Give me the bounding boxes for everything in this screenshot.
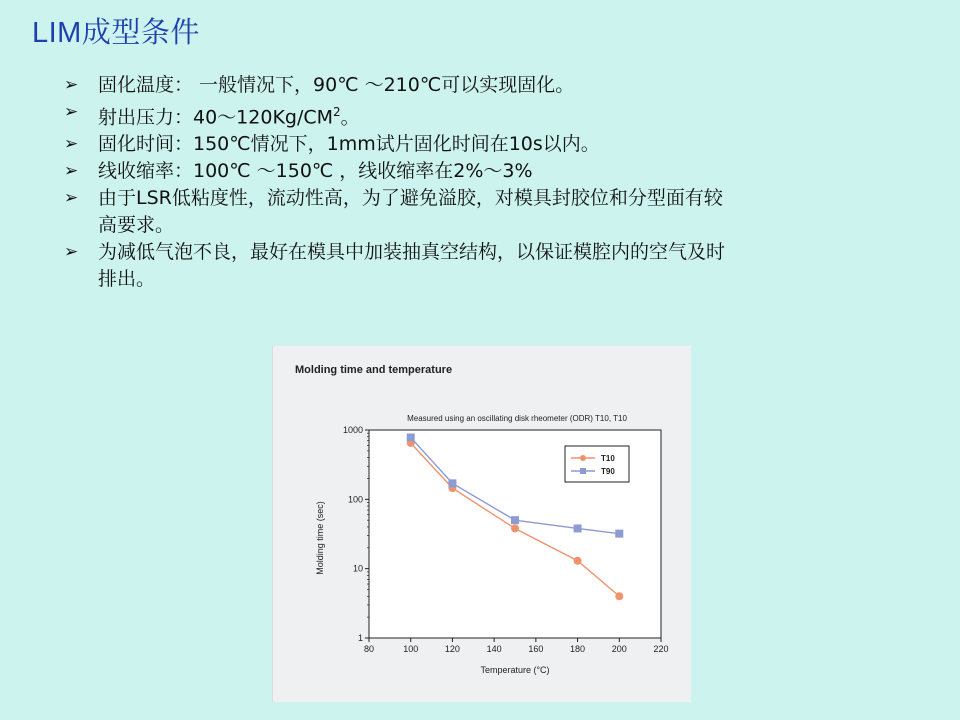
- arrow-bullet-icon: ➢: [64, 102, 79, 122]
- bullet-item: [64, 158, 904, 185]
- bullet-list: [64, 72, 904, 293]
- bullet-text: 由于LSR低粘度性，流动性高，为了避免溢胶，对模具封胶位和分型面有较: [98, 187, 723, 210]
- data-point-t90: [448, 479, 456, 487]
- x-tick-label: 200: [611, 644, 627, 654]
- chart-figure: [272, 346, 691, 702]
- arrow-bullet-icon: ➢: [64, 188, 79, 209]
- bullet-item: [64, 99, 904, 131]
- data-point-t90: [511, 516, 519, 524]
- y-tick-label: 1000: [342, 425, 363, 435]
- legend-marker-t90: [580, 468, 586, 474]
- x-tick-label: 120: [444, 644, 460, 654]
- bullet-text: 为减低气泡不良，最好在模具中加装抽真空结构，以保证模腔内的空气及时: [98, 241, 726, 264]
- data-point-t90: [407, 433, 415, 441]
- slide-title: LIM成型条件: [32, 17, 200, 49]
- bullet-item: [64, 72, 904, 99]
- x-tick-label: 220: [653, 644, 669, 654]
- data-point-t10: [511, 524, 519, 532]
- chart-svg: [273, 346, 691, 702]
- bullet-item: [64, 239, 904, 293]
- bullet-item: [64, 185, 904, 239]
- bullet-item: [64, 131, 904, 158]
- bullet-text: 射出压力：40～120Kg/CM: [98, 106, 334, 129]
- legend-marker-t10: [580, 455, 586, 461]
- chart-subtitle: Measured using an oscillating disk rheometer (ODR) T10, T10: [407, 414, 627, 423]
- x-tick-label: 80: [363, 644, 375, 654]
- y-tick-label: 1: [357, 633, 363, 643]
- data-point-t90: [574, 524, 582, 532]
- arrow-bullet-icon: ➢: [64, 242, 79, 263]
- arrow-bullet-icon: ➢: [64, 134, 79, 155]
- bullet-text: 线收缩率：100℃ ～150℃ ，线收缩率在2%～3%: [98, 160, 533, 183]
- arrow-bullet-icon: ➢: [64, 161, 79, 182]
- legend-box: [565, 446, 629, 482]
- legend-label-t10: T10: [601, 454, 615, 463]
- superscript: 2: [333, 105, 341, 119]
- data-point-t90: [615, 530, 623, 538]
- x-axis-label: Temperature (°C): [480, 665, 550, 675]
- bullet-text-line2: 高要求。: [98, 214, 175, 237]
- y-tick-label: 10: [352, 563, 363, 574]
- y-tick-label: 100: [347, 494, 363, 505]
- data-point-t10: [574, 557, 582, 565]
- x-tick-label: 180: [570, 644, 586, 654]
- bullet-text: 固化时间：150℃情况下，1mm试片固化时间在10s以内。: [98, 133, 600, 156]
- legend-label-t90: T90: [601, 467, 615, 476]
- arrow-bullet-icon: ➢: [64, 75, 79, 95]
- bullet-text-line2: 排出。: [98, 268, 156, 291]
- x-tick-label: 140: [486, 644, 502, 654]
- data-point-t10: [615, 592, 623, 600]
- x-tick-label: 100: [403, 644, 419, 654]
- chart-title: Molding time and temperature: [295, 364, 453, 376]
- y-axis-label: Molding time (sec): [315, 501, 325, 575]
- x-tick-label: 160: [528, 644, 544, 654]
- bullet-text: 固化温度： 一般情况下，90℃ ～210℃可以实现固化。: [98, 74, 575, 96]
- bullet-tail: 。: [340, 106, 360, 129]
